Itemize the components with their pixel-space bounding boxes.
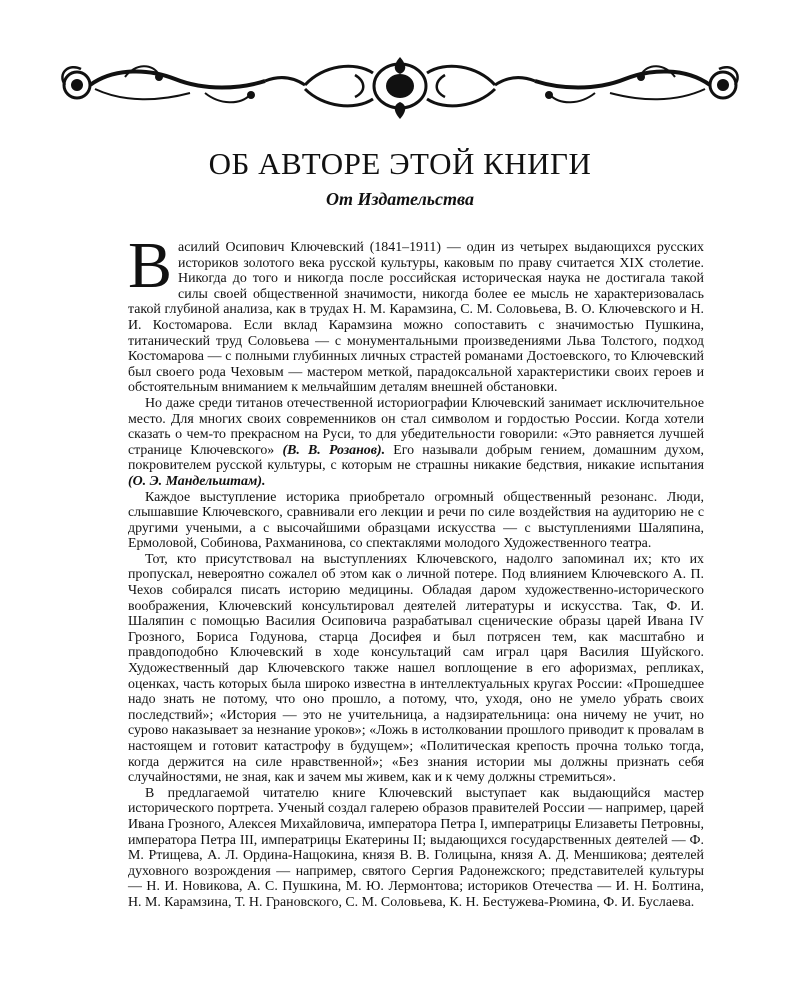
paragraph-2 <box>128 396 704 490</box>
page-subtitle: От Издательства <box>326 189 474 209</box>
page-title: ОБ АВТОРЕ ЭТОЙ КНИГИ <box>208 146 592 181</box>
paragraph-1 <box>128 229 704 396</box>
paragraph-5: В предлагаемой читателю книге Ключевский выступает как выдающийся мастер исторического портрета. Ученый создал галерею образов правителей России — например, царей Ивана Грозного, Алексея Михайловича, императора Петра I, императрицы Елизаветы Петровны, императора Петра III, императрицы Екатерины II; выдающихся государственных деятелей — Ф. М. Ртищева, А. Л. Ордина-Нащокина, князя В. В. Голицына, князя А. Д. Меншикова; деятелей духовного возрождения — например, святого Сергия Радонежского; представителей культуры — Н. И. Новикова, А. С. Пушкина, М. Ю. Лермонтова; историков Отечества — И. Н. Болтина, Н. М. Карамзина, Т. Н. Грановского, С. М. Соловьева, К. Н. Бестужева-Рюмина, Ф. И. Буслаева. <box>128 785 704 910</box>
baroque-scroll-ornament-icon <box>55 55 745 121</box>
paragraph-3: Каждое выступление историка приобретало огромный общественный резонанс. Люди, слышавшие Ключевского, сравнивали его лекции и речи по силе воздействия на аудиторию не с другими учеными, а с высочайшими образцами искусства — с выступлениями Шаляпина, Ермоловой, Собинова, Рахманинова, со спектаклями молодого Художественного театра. <box>128 489 704 552</box>
citation-mandelstam: (О. Э. Мандельштам). <box>128 473 266 489</box>
drop-cap: В <box>128 229 173 302</box>
citation-rozanov: (В. В. Розанов). <box>282 442 386 458</box>
paragraph-4: Тот, кто присутствовал на выступлениях Ключевского, надолго запоминал их; кто их пропускал, невероятно сожалел об этом как о личной потере. Под влиянием Ключевского А. П. Чехов собирался писать историю медицины. Обладая даром художественно-исторического воображения, Ключевский консультировал деятелей литературы и искусства. Так, Ф. И. Шаляпин с помощью Василия Осиповича разрабатывал сценические образы царей Ивана IV Грозного, Бориса Годунова, старца Досифея и был потрясен тем, как масштабно и правдоподобно Ключевский в ходе консультаций сам играл царя Василия Шуйского. Художественный дар Ключевского также нашел воплощение в его афоризмах, репликах, оценках, часть которых была широко известна в интеллектуальных кругах России: «Прошедшее надо знать не потому, что оно прошло, а потому, что, уходя, оно не умело убрать своих последствий»; «История — это не учительница, а надзирательница: она ничему не учит, но сурово наказывает за незнание уроков»; «Ложь в истолковании прошлого приводит к провалам в настоящем и готовит катастрофу в будущем»; «Политическая крепость прочна только тогда, когда держится на силе нравственной»; «Без знания истории мы должны признать себя случайностями, не зная, как и зачем мы живем, как и к чему должны стремиться». <box>128 551 704 786</box>
paragraph-1-text: асилий Осипович Ключевский (1841–1911) — один из четырех выдающихся русских историков золотого века русской культуры, каковым по праву считается XIX столетие. Никогда до того и никогда после российская историческая наука не достигала такой силы своей общественной значимости, никогда более ее мысль не характеризовалась такой глубиной анализа, как в трудах Н. М. Карамзина, С. М. Соловьева, В. О. Ключевского и Н. И. Костомарова. Если вклад Карамзина можно сопоставить с значимостью Пушкина, титанический труд Соловьева — с монументальными произведениями Льва Толстого, подход Костомарова — с полными глубинных личных страстей романами Достоевского, то Ключевский был своего рода Чеховым — мастером меткой, парадоксальной характеристики своих героев и обстоятельным вниманием к мельчайшим деталям внешней обстановки. <box>128 240 704 396</box>
article-body <box>128 229 704 911</box>
paragraph-2-text-b: Его называли добрым гением, домашним духом, покровителем русской культуры, с которым не страшны никакие бедствия, никакие испытания <box>128 442 704 474</box>
paragraph-2-text-a: Но даже среди титанов отечественной историографии Ключевский занимает исключительное место. Для многих своих современников он стал символом и гордостью России. Когда хотели сказать о чем-то прекрасном на Руси, то для убедительности говорили: «Это равняется лучшей странице Ключевского» <box>128 395 704 458</box>
